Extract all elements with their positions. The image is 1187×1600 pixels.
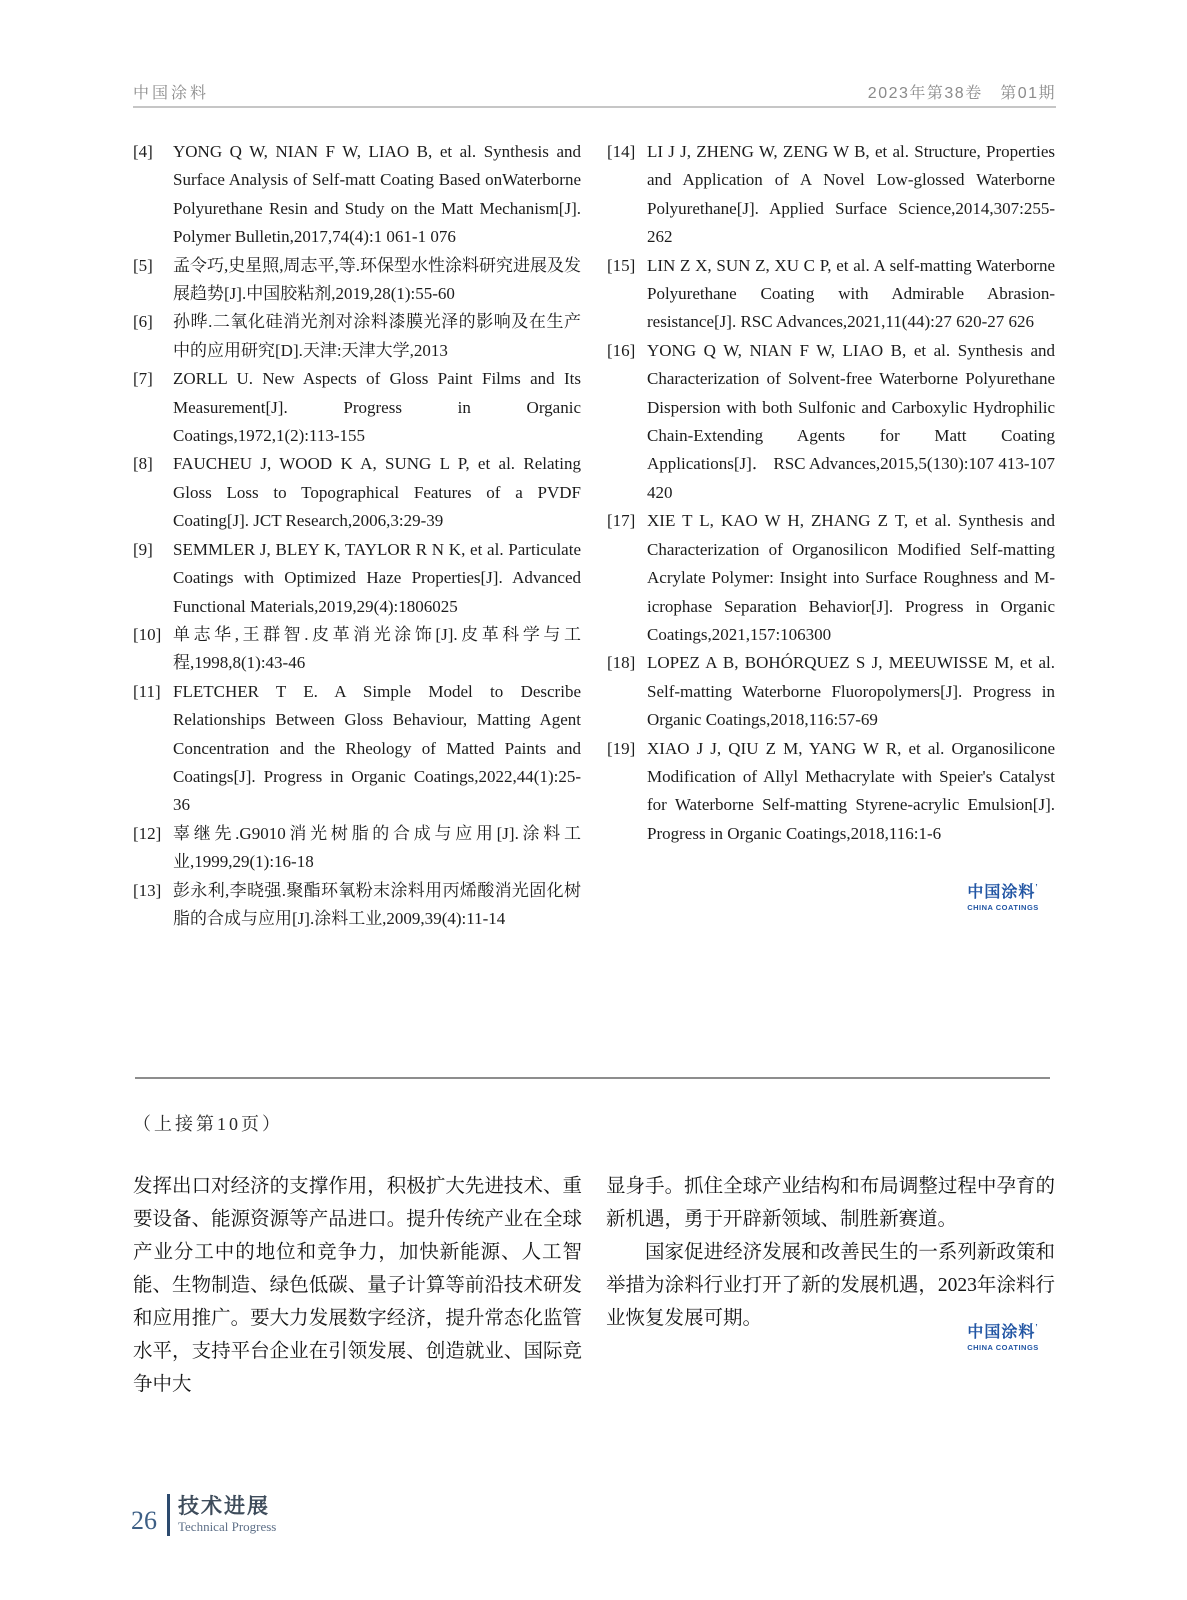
footer-divider-bar: [167, 1494, 170, 1536]
reference-text: ZORLL U. New Aspects of Gloss Paint Films and Its Measurement[J]. Progress in Organic Coatings,1972,1(2):113-155: [173, 369, 581, 446]
reference-item: [133, 138, 581, 252]
reference-item: [133, 252, 581, 309]
china-coatings-logo: [961, 1324, 1045, 1352]
reference-item: [133, 820, 581, 877]
body-paragraph: 发挥出口对经济的支撑作用，积极扩大先进技术、重要设备、能源资源等产品进口。提升传统产业在全球产业分工中的地位和竞争力，加快新能源、人工智能、生物制造、绿色低碳、量子计算等前沿技术研发和应用推广。要大力发展数字经济，提升常态化监管水平，支持平台企业在引领发展、创造就业、国际竞争中大: [133, 1176, 582, 1395]
reference-item: [607, 252, 1055, 337]
body-column-right: [606, 1170, 1055, 1401]
reference-text: XIE T L, KAO W H, ZHANG Z T, et al. Synthesis and Characterization of Organosilicon Modified Self-matting Acrylate Polymer: Insight into Surface Roughness and M-icrophase Separation Behavior[J]. Progress in Organic Coatings,2021,157:106300: [647, 511, 1055, 644]
reference-number: [4]: [133, 142, 153, 161]
logo-trademark: ’: [1035, 1323, 1039, 1332]
section-title-en: Technical Progress: [178, 1518, 277, 1534]
reference-item: [607, 507, 1055, 649]
body-text-section: [133, 1170, 1055, 1401]
reference-number: [18]: [607, 653, 636, 673]
reference-number: [11]: [133, 681, 161, 701]
reference-item: [133, 877, 581, 934]
reference-text: SEMMLER J, BLEY K, TAYLOR R N K, et al. Particulate Coatings with Optimized Haze Properties[J]. Advanced Functional Materials,2019,29(4):1806025: [173, 539, 581, 616]
reference-text: 彭永利,李晓强.聚酯环氧粉末涂料用丙烯酸消光固化树脂的合成与应用[J].涂料工业,2009,39(4):11-14: [173, 880, 581, 928]
reference-text: LOPEZ A B, BOHÓRQUEZ S J, MEEUWISSE M, et al. Self-matting Waterborne Fluoropolymers[J]. Progress in Organic Coatings,2018,116:57-69: [647, 653, 1055, 730]
reference-number: [9]: [133, 539, 153, 559]
reference-text: FAUCHEU J, WOOD K A, SUNG L P, et al. Relating Gloss Loss to Topographical Features of a PVDF Coating[J]. JCT Research,2006,3:29-39: [173, 454, 581, 531]
reference-text: XIAO J J, QIU Z M, YANG W R, et al. Organosilicone Modification of Allyl Methacrylate with Speier's Catalyst for Waterborne Self-matting Styrene-acrylic Emulsion[J]. Progress in Organic Coatings,2018,116:1-6: [647, 738, 1055, 843]
reference-item: [133, 365, 581, 450]
body-paragraph: 显身手。抓住全球产业结构和布局调整过程中孕育的新机遇，勇于开辟新领域、制胜新赛道。: [606, 1176, 1055, 1230]
reference-number: [17]: [607, 511, 636, 531]
reference-item: [133, 308, 581, 365]
section-title-cn: 技术进展: [178, 1495, 270, 1519]
reference-number: [15]: [607, 255, 636, 275]
reference-number: [19]: [607, 738, 636, 758]
reference-item: [133, 536, 581, 621]
china-coatings-logo: [961, 884, 1045, 912]
reference-number: [6]: [133, 312, 153, 332]
reference-item: [133, 450, 581, 535]
reference-item: [133, 621, 581, 678]
continuation-note: （上接第10页）: [133, 1114, 283, 1134]
reference-text: 孙晔.二氧化硅消光剂对涂料漆膜光泽的影响及在生产中的应用研究[D].天津:天津大学,2013: [173, 312, 581, 360]
reference-number: [10]: [133, 624, 162, 644]
reference-text: 辜继先.G9010消光树脂的合成与应用[J].涂料工业,1999,29(1):16-18: [173, 823, 581, 872]
body-paragraph: 国家促进经济发展和改善民生的一系列新政策和举措为涂料行业打开了新的发展机遇，2023年涂料行业恢复发展可期。: [606, 1242, 1055, 1329]
body-column-left: [133, 1170, 582, 1401]
references-column-left: [133, 138, 581, 933]
logo-cn-text: 中国涂料’: [967, 883, 1039, 901]
reference-number: [16]: [607, 340, 636, 360]
page-footer: [131, 1494, 276, 1536]
reference-item: [607, 337, 1055, 507]
reference-number: [7]: [133, 369, 153, 389]
references-section: [133, 138, 1055, 933]
logo-en-text: CHINA COATINGS: [967, 1342, 1039, 1352]
section-divider: [135, 1077, 1050, 1079]
reference-number: [8]: [133, 454, 153, 474]
reference-text: 孟令巧,史星照,周志平,等.环保型水性涂料研究进展及发展趋势[J].中国胶粘剂,2019,28(1):55-60: [173, 255, 581, 304]
reference-number: [5]: [133, 255, 153, 275]
reference-item: [607, 138, 1055, 252]
reference-number: [14]: [607, 142, 636, 161]
reference-text: 单志华,王群智.皮革消光涂饰[J].皮革科学与工程,1998,8(1):43-46: [173, 624, 581, 673]
header-rule: [133, 106, 1056, 108]
reference-number: [13]: [133, 880, 162, 900]
reference-item: [607, 649, 1055, 734]
reference-item: [133, 678, 581, 820]
reference-text: YONG Q W, NIAN F W, LIAO B, et al. Synthesis and Surface Analysis of Self-matt Coating Based onWaterborne Polyurethane Resin and Study on the Matt Mechanism[J]. Polymer Bulletin,2017,74(4):1 061-1 076: [173, 142, 581, 247]
logo-en-text: CHINA COATINGS: [967, 902, 1039, 912]
reference-text: LIN Z X, SUN Z, XU C P, et al. A self-matting Waterborne Polyurethane Coating with Admirable Abrasion-resistance[J]. RSC Advances,2021,11(44):27 620-27 626: [647, 255, 1055, 332]
issue-info: 2023年第38卷 第01期: [867, 85, 1056, 102]
journal-name: 中国涂料: [133, 85, 210, 102]
reference-text: FLETCHER T E. A Simple Model to Describe Relationships Between Gloss Behaviour, Matting Agent Concentration and the Rheology of Matted Paints and Coatings[J]. Progress in Organic Coatings,2022,44(1):25-36: [173, 681, 581, 815]
reference-number: [12]: [133, 823, 162, 843]
references-column-right: [607, 138, 1055, 933]
page-number: 26: [131, 1506, 157, 1535]
page-header: [133, 80, 1056, 103]
reference-item: [607, 735, 1055, 849]
logo-cn-text: 中国涂料’: [967, 1323, 1039, 1341]
logo-trademark: ’: [1035, 883, 1039, 892]
reference-text: LI J J, ZHENG W, ZENG W B, et al. Structure, Properties and Application of A Novel Low-glossed Waterborne Polyurethane[J]. Applied Surface Science,2014,307:255-262: [647, 142, 1055, 247]
reference-text: YONG Q W, NIAN F W, LIAO B, et al. Synthesis and Characterization of Solvent-free Waterborne Polyurethane Dispersion with both Sulfonic and Carboxylic Hydrophilic Chain-Extending Agents for Matt Coating Applications[J]． RSC Advances,2015,5(130):107 413-107 420: [647, 340, 1055, 502]
